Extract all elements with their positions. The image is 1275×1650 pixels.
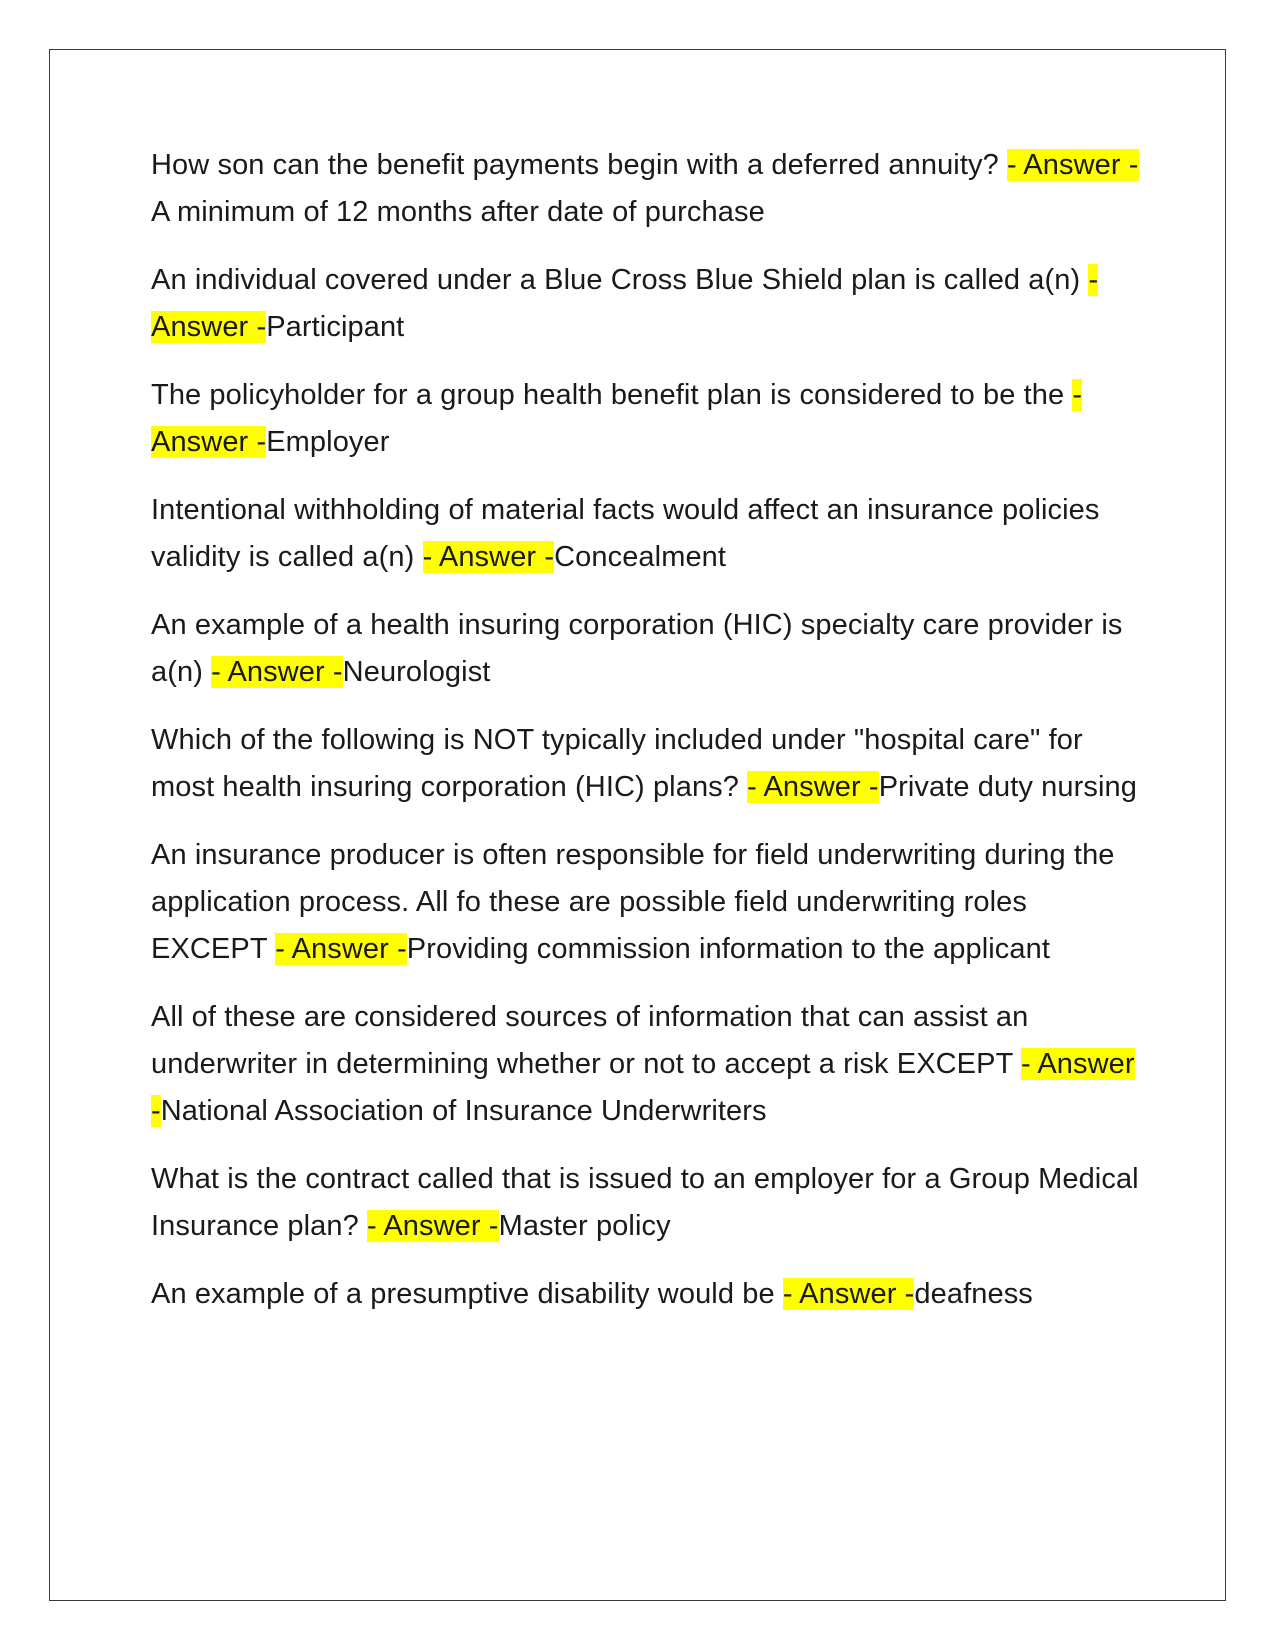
- qa-item: [151, 1156, 1141, 1250]
- question-text: The policyholder for a group health benefit plan is considered to be the: [151, 379, 1073, 411]
- answer-text: Neurologist: [342, 656, 491, 688]
- answer-marker: - Answer -: [747, 771, 879, 803]
- qa-item: [151, 487, 1141, 581]
- qa-item: [151, 832, 1141, 973]
- question-text: An example of a health insuring corporation (HIC) specialty care provider is a(n): [151, 609, 1123, 688]
- answer-text: A minimum of 12 months after date of purchase: [151, 196, 765, 228]
- question-text: All of these are considered sources of information that can assist an underwriter in determining whether or not to accept a risk EXCEPT: [151, 1001, 1029, 1080]
- qa-item: [151, 372, 1141, 466]
- answer-text: Participant: [266, 311, 405, 343]
- answer-marker: - Answer -: [151, 264, 1099, 343]
- answer-text: Employer: [266, 426, 390, 458]
- answer-marker: - Answer -: [151, 1048, 1135, 1127]
- qa-item: [151, 994, 1141, 1135]
- question-text: An insurance producer is often responsible for field underwriting during the application process. All fo these are possible field underwriting roles EXCEPT: [151, 839, 1115, 965]
- question-text: Which of the following is NOT typically included under "hospital care" for most health insuring corporation (HIC) plans?: [151, 724, 1083, 803]
- answer-text: Private duty nursing: [878, 771, 1137, 803]
- answer-marker: - Answer -: [151, 379, 1083, 458]
- answer-text: Master policy: [498, 1210, 671, 1242]
- answer-marker: - Answer -: [1006, 149, 1139, 181]
- question-text: What is the contract called that is issued to an employer for a Group Medical Insurance plan?: [151, 1163, 1139, 1242]
- answer-text: Providing commission information to the applicant: [406, 933, 1051, 965]
- answer-text: deafness: [914, 1278, 1033, 1310]
- qa-item: [151, 717, 1141, 811]
- question-text: An example of a presumptive disability would be: [151, 1278, 783, 1310]
- question-text: How son can the benefit payments begin with a deferred annuity?: [151, 149, 1007, 181]
- answer-marker: - Answer -: [782, 1278, 915, 1310]
- qa-item: [151, 257, 1141, 351]
- question-text: An individual covered under a Blue Cross Blue Shield plan is called a(n): [151, 264, 1089, 296]
- question-text: Intentional withholding of material facts would affect an insurance policies validity is called a(n): [151, 494, 1100, 573]
- qa-item: [151, 602, 1141, 696]
- answer-marker: - Answer -: [211, 656, 343, 688]
- answer-marker: - Answer -: [422, 541, 555, 573]
- answer-text: Concealment: [554, 541, 727, 573]
- answer-text: National Association of Insurance Underwriters: [160, 1095, 767, 1127]
- qa-item: [151, 1271, 1141, 1318]
- answer-marker: - Answer -: [275, 933, 407, 965]
- document-body: [151, 142, 1141, 1339]
- answer-marker: - Answer -: [367, 1210, 499, 1242]
- qa-item: [151, 142, 1141, 236]
